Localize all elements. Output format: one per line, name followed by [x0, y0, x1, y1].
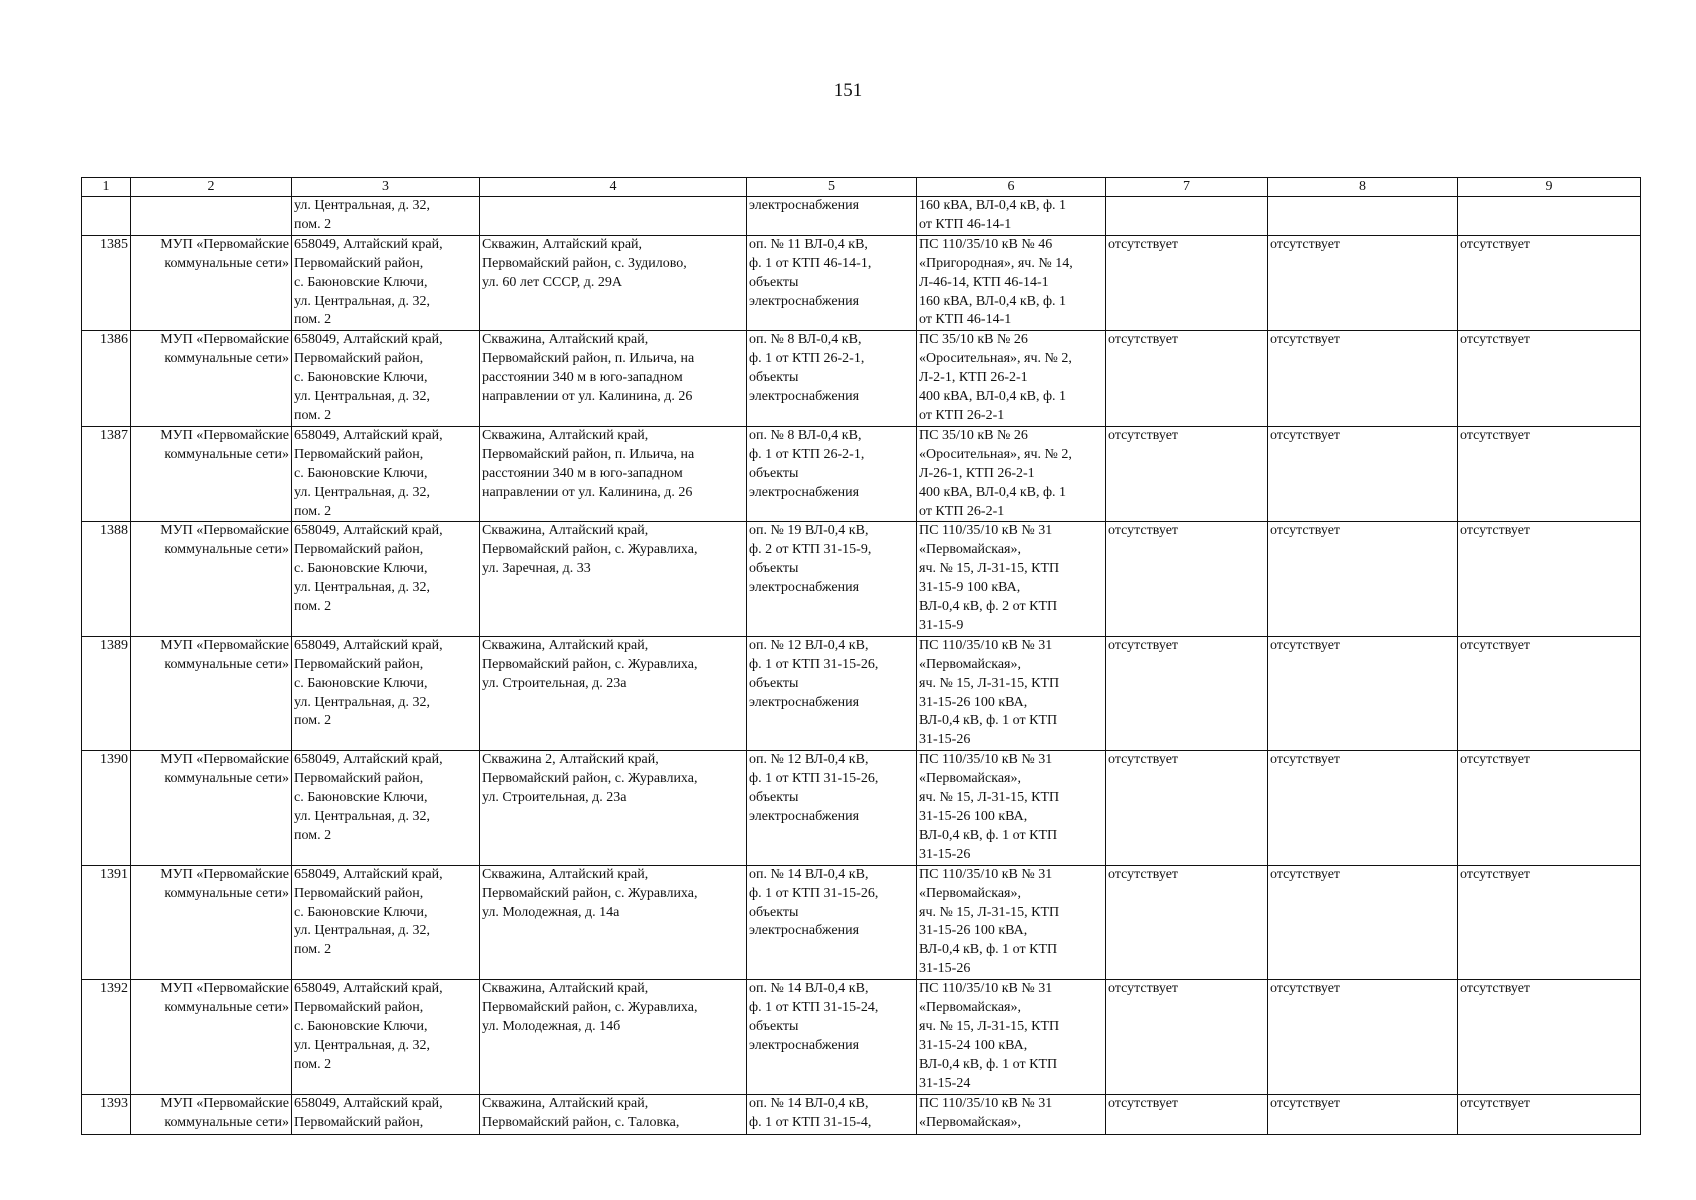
cell-line: ул. Центральная, д. 32,: [294, 1037, 430, 1053]
cell-line: электроснабжения: [749, 198, 860, 213]
cell-line: ул. Центральная, д. 32,: [294, 809, 430, 824]
cell-line: ПС 110/35/10 кВ № 31: [919, 866, 1053, 882]
cell-line: 658049, Алтайский край,: [294, 332, 443, 348]
cell-status: отсутствует: [1106, 980, 1268, 1094]
cell-status: отсутствует: [1268, 235, 1458, 331]
cell-line: объекты: [749, 790, 799, 806]
cell-line: пом. 2: [294, 216, 332, 232]
cell-line: объекты: [749, 904, 799, 920]
cell-line: 658049, Алтайский край,: [294, 236, 443, 252]
cell-line: ф. 1 от КТП 31-15-26,: [749, 656, 879, 672]
cell-status: отсутствует: [1458, 235, 1641, 331]
cell-line: пом. 2: [294, 407, 332, 423]
cell-connection: [747, 331, 917, 427]
cell-line: Первомайский район, с. Журавлиха,: [482, 542, 698, 558]
cell-line: Л-46-14, КТП 46-14-1: [919, 274, 1049, 290]
cell-line: «Первомайская»,: [919, 1114, 1021, 1130]
cell-organization: [131, 331, 292, 427]
cell-address: [292, 235, 480, 331]
cell-line: «Первомайская»,: [919, 542, 1021, 558]
cell-line: 31-15-26: [919, 961, 971, 977]
cell-record-number: 1388: [82, 522, 131, 636]
cell-status: отсутствует: [1458, 636, 1641, 750]
cell-connection: [747, 1094, 917, 1134]
cell-line: Первомайский район,: [294, 771, 424, 787]
cell-record-number: 1392: [82, 980, 131, 1094]
cell-line: МУП «Первомайские: [160, 1095, 289, 1111]
cell-line: Скважина, Алтайский край,: [482, 637, 649, 653]
page-number: 151: [833, 80, 863, 101]
cell-power-source: [917, 197, 1106, 236]
cell-line: от КТП 26-2-1: [919, 407, 1005, 423]
cell-status: отсутствует: [1268, 1094, 1458, 1134]
cell-power-source: [917, 980, 1106, 1094]
cell-line: коммунальные сети»: [164, 771, 289, 787]
cell-connection: [747, 636, 917, 750]
table-row: [82, 865, 1641, 979]
cell-line: ф. 2 от КТП 31-15-9,: [749, 542, 872, 558]
cell-line: Первомайский район,: [294, 885, 424, 901]
cell-line: ул. Заречная, д. 33: [482, 561, 591, 577]
cell-line: Первомайский район, с. Таловка,: [482, 1114, 680, 1130]
cell-status: отсутствует: [1458, 331, 1641, 427]
cell-line: 31-15-26 100 кВА,: [919, 809, 1028, 824]
cell-line: ВЛ-0,4 кВ, ф. 1 от КТП: [919, 827, 1058, 843]
cell-status: отсутствует: [1106, 331, 1268, 427]
cell-line: Л-26-1, КТП 26-2-1: [919, 465, 1035, 481]
cell-line: объекты: [749, 370, 799, 386]
cell-line: яч. № 15, Л-31-15, КТП: [919, 1018, 1060, 1034]
cell-organization: [131, 636, 292, 750]
cell-line: ул. Строительная, д. 23а: [482, 790, 627, 806]
cell-line: с. Баюновские Ключи,: [294, 1018, 428, 1034]
cell-record-number: 1393: [82, 1094, 131, 1134]
table-row: [82, 1094, 1641, 1134]
cell-line: 31-15-26 100 кВА,: [919, 923, 1028, 939]
cell-line: Скважина, Алтайский край,: [482, 981, 649, 997]
cell-line: объекты: [749, 1018, 799, 1034]
cell-line: с. Баюновские Ключи,: [294, 274, 428, 290]
cell-line: оп. № 8 ВЛ-0,4 кВ,: [749, 427, 862, 443]
cell-line: ул. Центральная, д. 32,: [294, 580, 430, 596]
cell-line: коммунальные сети»: [164, 1114, 289, 1130]
column-number-row: [82, 178, 1641, 197]
cell-power-source: [917, 235, 1106, 331]
cell-line: с. Баюновские Ключи,: [294, 904, 428, 920]
cell-line: Скважина, Алтайский край,: [482, 427, 649, 443]
cell-line: 658049, Алтайский край,: [294, 981, 443, 997]
cell-object: [480, 1094, 747, 1134]
cell-line: «Оросительная», яч. № 2,: [919, 446, 1072, 462]
cell-line: 31-15-26: [919, 732, 971, 748]
cell-line: 400 кВА, ВЛ-0,4 кВ, ф. 1: [919, 484, 1067, 500]
cell-status: отсутствует: [1268, 331, 1458, 427]
cell-status: отсутствует: [1106, 1094, 1268, 1134]
cell-line: Первомайский район,: [294, 446, 424, 462]
cell-line: ПС 110/35/10 кВ № 31: [919, 981, 1053, 997]
cell-line: ул. Центральная, д. 32,: [294, 198, 430, 213]
cell-connection: [747, 980, 917, 1094]
cell-line: ул. Центральная, д. 32,: [294, 923, 430, 939]
column-number: 9: [1458, 178, 1641, 197]
cell-line: 31-15-24 100 кВА,: [919, 1037, 1028, 1053]
cell-line: «Оросительная», яч. № 2,: [919, 351, 1072, 367]
cell-line: ПС 110/35/10 кВ № 31: [919, 523, 1053, 539]
cell-line: 160 кВА, ВЛ-0,4 кВ, ф. 1: [919, 198, 1067, 213]
cell-line: оп. № 11 ВЛ-0,4 кВ,: [749, 236, 868, 252]
cell-connection: [747, 865, 917, 979]
cell-record-number: 1385: [82, 235, 131, 331]
cell-line: коммунальные сети»: [164, 446, 289, 462]
cell-line: коммунальные сети»: [164, 1000, 289, 1016]
cell-address: [292, 426, 480, 522]
cell-line: ул. Строительная, д. 23а: [482, 675, 627, 691]
cell-line: пом. 2: [294, 942, 332, 958]
cell-status: отсутствует: [1458, 1094, 1641, 1134]
cell-line: яч. № 15, Л-31-15, КТП: [919, 675, 1060, 691]
cell-line: ф. 1 от КТП 46-14-1,: [749, 255, 872, 271]
cell-object: [480, 980, 747, 1094]
cell-line: «Первомайская»,: [919, 1000, 1021, 1016]
cell-line: от КТП 26-2-1: [919, 503, 1005, 519]
cell-line: ф. 1 от КТП 31-15-4,: [749, 1114, 872, 1130]
cell-line: с. Баюновские Ключи,: [294, 675, 428, 691]
cell-line: ПС 110/35/10 кВ № 46: [919, 236, 1053, 252]
cell-line: электроснабжения: [749, 923, 860, 939]
cell-status: отсутствует: [1458, 751, 1641, 865]
cell-line: пом. 2: [294, 1056, 332, 1072]
cell-line: ул. Молодежная, д. 14а: [482, 904, 620, 920]
cell-status: отсутствует: [1268, 636, 1458, 750]
table-row: [82, 751, 1641, 865]
cell-status: [1106, 197, 1268, 236]
cell-line: ПС 110/35/10 кВ № 31: [919, 752, 1053, 768]
table-row: [82, 980, 1641, 1094]
cell-line: с. Баюновские Ключи,: [294, 465, 428, 481]
cell-line: Первомайский район,: [294, 656, 424, 672]
column-number: 2: [131, 178, 292, 197]
cell-line: коммунальные сети»: [164, 885, 289, 901]
cell-line: ул. 60 лет СССР, д. 29А: [482, 274, 622, 290]
cell-line: Скважин, Алтайский край,: [482, 236, 643, 252]
cell-status: отсутствует: [1268, 865, 1458, 979]
cell-object: [480, 197, 747, 236]
cell-status: отсутствует: [1458, 980, 1641, 1094]
cell-connection: [747, 426, 917, 522]
cell-power-source: [917, 426, 1106, 522]
cell-line: Первомайский район, с. Журавлиха,: [482, 771, 698, 787]
cell-line: 658049, Алтайский край,: [294, 866, 443, 882]
cell-line: яч. № 15, Л-31-15, КТП: [919, 790, 1060, 806]
cell-line: ВЛ-0,4 кВ, ф. 1 от КТП: [919, 942, 1058, 958]
cell-line: Первомайский район,: [294, 542, 424, 558]
cell-line: объекты: [749, 465, 799, 481]
cell-line: ул. Центральная, д. 32,: [294, 293, 430, 309]
cell-organization: [131, 426, 292, 522]
cell-line: Первомайский район, п. Ильича, на: [482, 446, 695, 462]
cell-line: пом. 2: [294, 312, 332, 328]
cell-status: отсутствует: [1268, 522, 1458, 636]
cell-line: направлении от ул. Калинина, д. 26: [482, 484, 693, 500]
register-table: [81, 177, 1641, 1135]
cell-power-source: [917, 751, 1106, 865]
cell-line: электроснабжения: [749, 580, 860, 596]
cell-status: отсутствует: [1458, 865, 1641, 979]
cell-line: Первомайский район, с. Журавлиха,: [482, 1000, 698, 1016]
cell-line: с. Баюновские Ключи,: [294, 561, 428, 577]
cell-status: отсутствует: [1106, 426, 1268, 522]
cell-line: 658049, Алтайский край,: [294, 1095, 443, 1111]
cell-line: МУП «Первомайские: [160, 981, 289, 997]
cell-line: расстоянии 340 м в юго-западном: [482, 370, 683, 386]
column-number: 6: [917, 178, 1106, 197]
cell-line: ф. 1 от КТП 31-15-26,: [749, 771, 879, 787]
cell-line: ВЛ-0,4 кВ, ф. 2 от КТП: [919, 599, 1058, 615]
cell-line: ф. 1 от КТП 26-2-1,: [749, 351, 865, 367]
cell-line: ф. 1 от КТП 26-2-1,: [749, 446, 865, 462]
cell-line: пом. 2: [294, 827, 332, 843]
cell-object: [480, 235, 747, 331]
cell-line: оп. № 14 ВЛ-0,4 кВ,: [749, 1095, 869, 1111]
cell-line: электроснабжения: [749, 809, 860, 824]
cell-line: 31-15-9: [919, 617, 964, 633]
cell-status: отсутствует: [1268, 426, 1458, 522]
cell-line: пом. 2: [294, 503, 332, 519]
cell-address: [292, 1094, 480, 1134]
cell-power-source: [917, 865, 1106, 979]
cell-line: ф. 1 от КТП 31-15-26,: [749, 885, 879, 901]
cell-line: ВЛ-0,4 кВ, ф. 1 от КТП: [919, 713, 1058, 729]
cell-line: 31-15-26: [919, 846, 971, 862]
cell-status: отсутствует: [1106, 865, 1268, 979]
cell-line: пом. 2: [294, 599, 332, 615]
cell-line: расстоянии 340 м в юго-западном: [482, 465, 683, 481]
cell-line: ул. Центральная, д. 32,: [294, 389, 430, 405]
cell-line: МУП «Первомайские: [160, 427, 289, 443]
cell-organization: [131, 980, 292, 1094]
cell-object: [480, 636, 747, 750]
cell-record-number: 1387: [82, 426, 131, 522]
cell-status: отсутствует: [1106, 751, 1268, 865]
cell-line: ПС 35/10 кВ № 26: [919, 427, 1028, 443]
cell-line: электроснабжения: [749, 389, 860, 405]
cell-line: оп. № 12 ВЛ-0,4 кВ,: [749, 637, 869, 653]
cell-line: электроснабжения: [749, 1037, 860, 1053]
table-row: [82, 197, 1641, 236]
table-row: [82, 636, 1641, 750]
register-body: [82, 197, 1641, 1135]
cell-line: ф. 1 от КТП 31-15-24,: [749, 1000, 879, 1016]
cell-line: коммунальные сети»: [164, 656, 289, 672]
cell-line: «Первомайская»,: [919, 771, 1021, 787]
column-number: 5: [747, 178, 917, 197]
cell-record-number: 1390: [82, 751, 131, 865]
cell-line: с. Баюновские Ключи,: [294, 370, 428, 386]
cell-line: «Первомайская»,: [919, 656, 1021, 672]
column-number: 3: [292, 178, 480, 197]
cell-line: МУП «Первомайские: [160, 866, 289, 882]
cell-status: отсутствует: [1106, 636, 1268, 750]
cell-line: 31-15-9 100 кВА,: [919, 580, 1021, 596]
column-number: 4: [480, 178, 747, 197]
cell-line: Первомайский район,: [294, 351, 424, 367]
cell-object: [480, 865, 747, 979]
cell-organization: [131, 197, 292, 236]
cell-power-source: [917, 636, 1106, 750]
cell-status: отсутствует: [1458, 426, 1641, 522]
cell-address: [292, 865, 480, 979]
cell-line: ПС 110/35/10 кВ № 31: [919, 637, 1053, 653]
cell-line: объекты: [749, 675, 799, 691]
table-row: [82, 235, 1641, 331]
cell-organization: [131, 751, 292, 865]
cell-status: отсутствует: [1106, 235, 1268, 331]
cell-organization: [131, 235, 292, 331]
cell-line: Первомайский район, с. Журавлиха,: [482, 656, 698, 672]
cell-line: яч. № 15, Л-31-15, КТП: [919, 904, 1060, 920]
column-number: 1: [82, 178, 131, 197]
cell-line: Скважина, Алтайский край,: [482, 523, 649, 539]
cell-status: отсутствует: [1458, 522, 1641, 636]
cell-line: электроснабжения: [749, 484, 860, 500]
cell-line: Первомайский район, с. Журавлиха,: [482, 885, 698, 901]
cell-line: МУП «Первомайские: [160, 637, 289, 653]
cell-line: направлении от ул. Калинина, д. 26: [482, 389, 693, 405]
cell-line: оп. № 19 ВЛ-0,4 кВ,: [749, 523, 869, 539]
cell-line: Скважина, Алтайский край,: [482, 866, 649, 882]
cell-connection: [747, 751, 917, 865]
cell-line: 31-15-26 100 кВА,: [919, 694, 1028, 710]
cell-connection: [747, 522, 917, 636]
cell-line: 658049, Алтайский край,: [294, 752, 443, 768]
cell-line: 31-15-24: [919, 1075, 971, 1091]
cell-line: Л-2-1, КТП 26-2-1: [919, 370, 1028, 386]
cell-line: ПС 35/10 кВ № 26: [919, 332, 1028, 348]
cell-line: пом. 2: [294, 713, 332, 729]
cell-line: МУП «Первомайские: [160, 236, 289, 252]
cell-organization: [131, 522, 292, 636]
table-row: [82, 331, 1641, 427]
cell-status: [1268, 197, 1458, 236]
cell-connection: [747, 235, 917, 331]
cell-object: [480, 522, 747, 636]
cell-line: МУП «Первомайские: [160, 752, 289, 768]
cell-address: [292, 331, 480, 427]
cell-line: от КТП 46-14-1: [919, 312, 1012, 328]
cell-line: «Пригородная», яч. № 14,: [919, 255, 1073, 271]
cell-address: [292, 980, 480, 1094]
cell-line: 658049, Алтайский край,: [294, 523, 443, 539]
cell-line: 658049, Алтайский край,: [294, 637, 443, 653]
cell-line: ПС 110/35/10 кВ № 31: [919, 1095, 1053, 1111]
cell-record-number: 1391: [82, 865, 131, 979]
cell-status: отсутствует: [1268, 751, 1458, 865]
cell-address: [292, 751, 480, 865]
cell-line: электроснабжения: [749, 694, 860, 710]
cell-address: [292, 636, 480, 750]
cell-record-number: [82, 197, 131, 236]
cell-line: МУП «Первомайские: [160, 523, 289, 539]
cell-object: [480, 751, 747, 865]
cell-organization: [131, 865, 292, 979]
cell-line: «Первомайская»,: [919, 885, 1021, 901]
cell-record-number: 1386: [82, 331, 131, 427]
table-row: [82, 522, 1641, 636]
cell-line: Первомайский район, с. Зудилово,: [482, 255, 687, 271]
column-number: 8: [1268, 178, 1458, 197]
cell-status: отсутствует: [1268, 980, 1458, 1094]
cell-line: оп. № 12 ВЛ-0,4 кВ,: [749, 752, 869, 768]
cell-address: [292, 522, 480, 636]
cell-line: оп. № 14 ВЛ-0,4 кВ,: [749, 866, 869, 882]
cell-line: Скважина, Алтайский край,: [482, 332, 649, 348]
cell-line: ул. Центральная, д. 32,: [294, 484, 430, 500]
column-number: 7: [1106, 178, 1268, 197]
cell-organization: [131, 1094, 292, 1134]
cell-line: от КТП 46-14-1: [919, 216, 1012, 232]
cell-line: Первомайский район, п. Ильича, на: [482, 351, 695, 367]
cell-line: яч. № 15, Л-31-15, КТП: [919, 561, 1060, 577]
cell-line: Скважина, Алтайский край,: [482, 1095, 649, 1111]
cell-line: Первомайский район,: [294, 255, 424, 271]
cell-status: [1458, 197, 1641, 236]
cell-line: с. Баюновские Ключи,: [294, 790, 428, 806]
cell-line: оп. № 14 ВЛ-0,4 кВ,: [749, 981, 869, 997]
cell-line: оп. № 8 ВЛ-0,4 кВ,: [749, 332, 862, 348]
cell-line: 160 кВА, ВЛ-0,4 кВ, ф. 1: [919, 293, 1067, 309]
cell-record-number: 1389: [82, 636, 131, 750]
cell-line: коммунальные сети»: [164, 542, 289, 558]
cell-address: [292, 197, 480, 236]
cell-power-source: [917, 331, 1106, 427]
cell-line: 658049, Алтайский край,: [294, 427, 443, 443]
cell-power-source: [917, 522, 1106, 636]
cell-line: коммунальные сети»: [164, 255, 289, 271]
cell-line: коммунальные сети»: [164, 351, 289, 367]
cell-line: 400 кВА, ВЛ-0,4 кВ, ф. 1: [919, 389, 1067, 405]
cell-line: объекты: [749, 561, 799, 577]
cell-object: [480, 331, 747, 427]
cell-line: Первомайский район,: [294, 1000, 424, 1016]
cell-object: [480, 426, 747, 522]
table-row: [82, 426, 1641, 522]
cell-status: отсутствует: [1106, 522, 1268, 636]
cell-power-source: [917, 1094, 1106, 1134]
cell-line: Первомайский район,: [294, 1114, 424, 1130]
cell-line: ул. Центральная, д. 32,: [294, 694, 430, 710]
cell-line: Скважина 2, Алтайский край,: [482, 752, 659, 768]
cell-connection: [747, 197, 917, 236]
cell-line: объекты: [749, 274, 799, 290]
cell-line: МУП «Первомайские: [160, 332, 289, 348]
cell-line: электроснабжения: [749, 293, 860, 309]
cell-line: ВЛ-0,4 кВ, ф. 1 от КТП: [919, 1056, 1058, 1072]
cell-line: ул. Молодежная, д. 14б: [482, 1018, 621, 1034]
